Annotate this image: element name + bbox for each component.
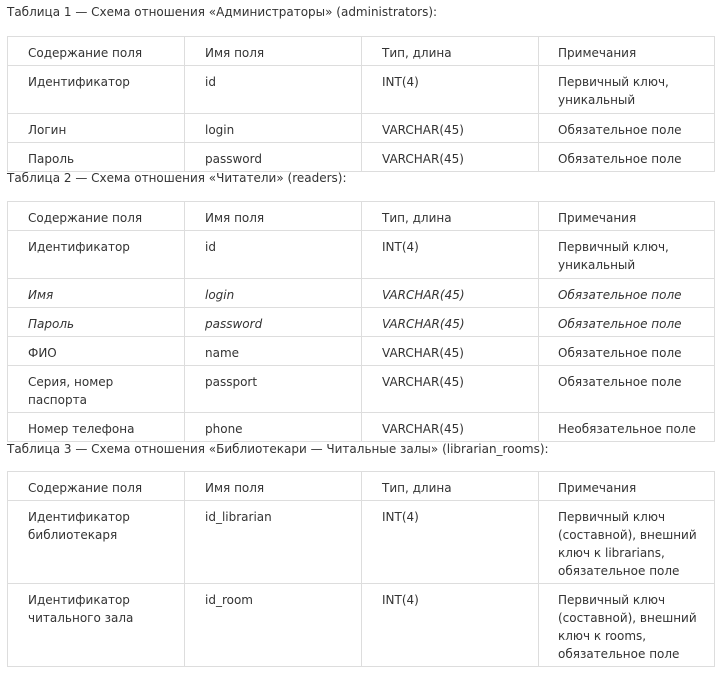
cell-text: VARCHAR(45) [382,375,464,389]
table-cell [185,337,362,366]
table-cell [8,114,185,143]
table-cell [362,308,539,337]
table-cell [8,143,185,172]
cell-text: INT(4) [382,75,419,89]
cell-text: Пароль [28,317,75,331]
table-cell [185,231,362,279]
cell-text: id_librarian [205,510,272,524]
table-row [8,413,715,442]
table-cell [539,413,715,442]
cell-text: id [205,240,216,254]
schema-table [7,36,715,172]
table-row [8,231,715,279]
cell-text: VARCHAR(45) [382,422,464,436]
cell-text: Идентификатор [28,75,130,89]
header-cell [8,37,185,66]
cell-text: id_room [205,593,253,607]
cell-text: passport [205,375,258,389]
cell-text: Идентификатор [28,240,130,254]
cell-text: VARCHAR(45) [382,288,465,302]
header-cell [362,202,539,231]
cell-text: Содержание поля [28,46,143,60]
cell-text: login [205,288,235,302]
cell-text: INT(4) [382,240,419,254]
table-cell [539,584,715,667]
cell-text: Содержание поля [28,211,143,225]
table-header-row [8,37,715,66]
cell-text: Первичный ключ (составной), внешний ключ к rooms, обязательное поле [558,593,697,661]
table-cell [539,231,715,279]
table-cell [539,308,715,337]
table-cell [362,143,539,172]
cell-text: Тип, длина [382,481,452,495]
table-cell [362,114,539,143]
table-cell [185,501,362,584]
cell-text: login [205,123,235,137]
cell-text: Имя поля [205,211,265,225]
cell-text: ФИО [28,346,57,360]
table-row [8,584,715,667]
header-cell [8,472,185,501]
table-row [8,279,715,308]
table-row [8,143,715,172]
cell-text: Необязательное поле [558,422,696,436]
table-cell [185,66,362,114]
table-cell [539,366,715,413]
table-row [8,308,715,337]
cell-text: Первичный ключ, уникальный [558,75,669,107]
table-cell [8,308,185,337]
cell-text: Тип, длина [382,46,452,60]
table-cell [8,231,185,279]
table-cell [362,279,539,308]
cell-text: Номер телефона [28,422,135,436]
table-cell [539,279,715,308]
cell-text: Первичный ключ (составной), внешний ключ к librarians, обязательное поле [558,510,697,578]
header-cell [539,37,715,66]
cell-text: VARCHAR(45) [382,123,464,137]
cell-text: password [205,152,262,166]
table-row [8,337,715,366]
cell-text: Первичный ключ, уникальный [558,240,669,272]
cell-text: VARCHAR(45) [382,317,465,331]
header-cell [185,37,362,66]
cell-text: Идентификатор читального зала [28,593,134,625]
table-cell [362,501,539,584]
cell-text: password [205,317,263,331]
table-cell [539,501,715,584]
cell-text: Имя [28,288,54,302]
cell-text: phone [205,422,243,436]
header-cell [185,202,362,231]
cell-text: Содержание поля [28,481,143,495]
table-header-row [8,202,715,231]
table-cell [185,366,362,413]
cell-text: Обязательное поле [558,288,682,302]
table-cell [185,413,362,442]
table-cell [185,114,362,143]
cell-text: Обязательное поле [558,375,682,389]
schema-table [7,201,715,442]
table-cell [185,279,362,308]
table-cell [362,337,539,366]
cell-text: Тип, длина [382,211,452,225]
cell-text: VARCHAR(45) [382,346,464,360]
cell-text: Примечания [558,211,637,225]
table-cell [8,66,185,114]
table-cell [539,114,715,143]
table-caption: Таблица 2 — Схема отношения «Читатели» (readers): [7,171,347,185]
header-cell [185,472,362,501]
table-cell [362,231,539,279]
table-row [8,114,715,143]
cell-text: Серия, номер паспорта [28,375,114,407]
table-caption: Таблица 3 — Схема отношения «Библиотекари — Читальные залы» (librarian_rooms): [7,442,549,456]
header-cell [362,472,539,501]
table-cell [8,584,185,667]
header-cell [362,37,539,66]
table-cell [185,584,362,667]
cell-text: Логин [28,123,67,137]
table-cell [362,66,539,114]
cell-text: INT(4) [382,510,419,524]
table-cell [185,143,362,172]
table-header-row [8,472,715,501]
table-caption: Таблица 1 — Схема отношения «Администраторы» (administrators): [7,5,438,19]
cell-text: Обязательное поле [558,152,682,166]
table-cell [362,584,539,667]
cell-text: VARCHAR(45) [382,152,464,166]
header-cell [8,202,185,231]
table-cell [362,366,539,413]
table-cell [539,143,715,172]
table-cell [8,413,185,442]
cell-text: Имя поля [205,46,265,60]
table-cell [185,308,362,337]
header-cell [539,472,715,501]
table-row [8,501,715,584]
table-row [8,366,715,413]
cell-text: Обязательное поле [558,317,682,331]
cell-text: Имя поля [205,481,265,495]
schema-table [7,471,715,667]
cell-text: Примечания [558,481,637,495]
table-row [8,66,715,114]
cell-text: id [205,75,216,89]
cell-text: Обязательное поле [558,123,682,137]
table-cell [539,66,715,114]
table-cell [8,337,185,366]
cell-text: INT(4) [382,593,419,607]
table-cell [362,413,539,442]
cell-text: Пароль [28,152,75,166]
cell-text: Идентификатор библиотекаря [28,510,130,542]
cell-text: Примечания [558,46,637,60]
table-cell [8,279,185,308]
cell-text: Обязательное поле [558,346,682,360]
table-cell [8,501,185,584]
table-cell [539,337,715,366]
table-cell [8,366,185,413]
cell-text: name [205,346,240,360]
header-cell [539,202,715,231]
